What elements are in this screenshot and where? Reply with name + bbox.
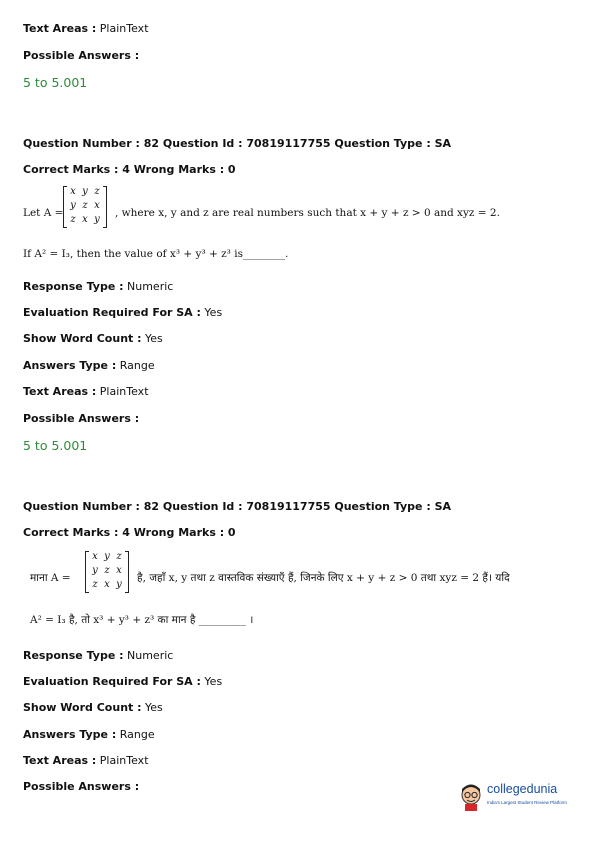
- response-type-value: Numeric: [127, 280, 174, 293]
- matrix-bracket-right: [103, 186, 107, 228]
- possible-answers-label: [23, 49, 139, 63]
- text-areas-value: PlainText: [99, 385, 149, 398]
- text-areas-label: Text Areas :: [23, 22, 97, 35]
- marks-line-text: Correct Marks : 4 Wrong Marks : 0: [23, 163, 236, 176]
- matrix-cell: x: [82, 214, 88, 225]
- text-areas-row: [23, 754, 149, 768]
- answer-value: 5 to 5.001: [23, 75, 88, 90]
- matrix-cell: y: [94, 214, 100, 225]
- text-areas-value: PlainText: [99, 22, 149, 35]
- matrix-cell: z: [70, 214, 76, 225]
- marks-line: [23, 526, 236, 540]
- matrix-cell: y: [92, 565, 98, 576]
- question-prefix: Let A =: [23, 207, 64, 219]
- matrix-bracket-right: [125, 551, 129, 593]
- matrix-cell: x: [70, 186, 76, 197]
- answers-type-label: Answers Type :: [23, 728, 117, 741]
- response-type-label: Response Type :: [23, 649, 124, 662]
- text-areas-row: [23, 385, 149, 399]
- answers-type-value: Range: [119, 359, 155, 372]
- evaluation-label: Evaluation Required For SA :: [23, 675, 201, 688]
- evaluation-value: Yes: [204, 306, 223, 319]
- matrix-a: [63, 186, 107, 228]
- question-text: , where x, y and z are real numbers such that x + y + z > 0 and xyz = 2.: [115, 207, 500, 219]
- answers-type-value: Range: [119, 728, 155, 741]
- question-header: [23, 500, 451, 514]
- matrix-cell: y: [82, 186, 88, 197]
- question-header-text: Question Number : 82 Question Id : 70819117755 Question Type : SA: [23, 500, 452, 513]
- answers-type-row: [23, 359, 155, 373]
- matrix-cell: x: [94, 200, 100, 211]
- question-text-line2: If A² = I₃, then the value of x³ + y³ + z³ is________.: [23, 248, 289, 260]
- answer-value: 5 to 5.001: [23, 438, 88, 453]
- marks-line-text: Correct Marks : 4 Wrong Marks : 0: [23, 526, 236, 539]
- marks-line: [23, 163, 236, 177]
- text-areas-label: Text Areas :: [23, 754, 97, 767]
- word-count-label: Show Word Count :: [23, 701, 142, 714]
- question-text: है, जहाँ x, y तथा z वास्तविक संख्याएँ हैं, जिनके लिए x + y + z > 0 तथा xyz = 2 हैं। यदि: [137, 572, 510, 584]
- matrix-a: [85, 551, 129, 593]
- evaluation-row: [23, 675, 222, 689]
- matrix-cell: y: [70, 200, 76, 211]
- possible-answers-label: [23, 412, 139, 426]
- answers-type-label: Answers Type :: [23, 359, 117, 372]
- matrix-cell: z: [92, 579, 98, 590]
- response-type-row: [23, 280, 173, 294]
- matrix-cell: x: [104, 579, 110, 590]
- mascot-icon: [457, 782, 485, 812]
- word-count-row: [23, 332, 163, 346]
- evaluation-row: [23, 306, 222, 320]
- question-text-line2: A² = I₃ है, तो x³ + y³ + z³ का मान है _________ ।: [30, 614, 254, 626]
- matrix-bracket-left: [85, 551, 89, 593]
- matrix-cell: z: [82, 200, 88, 211]
- text-areas-value: PlainText: [99, 754, 149, 767]
- word-count-value: Yes: [145, 332, 163, 345]
- response-type-row: [23, 649, 173, 663]
- possible-answers-text: Possible Answers :: [23, 412, 140, 425]
- response-type-label: Response Type :: [23, 280, 124, 293]
- matrix-bracket-left: [63, 186, 67, 228]
- matrix-cell: z: [94, 186, 100, 197]
- response-type-value: Numeric: [127, 649, 174, 662]
- matrix-cell: x: [116, 565, 122, 576]
- text-areas-row: [23, 22, 149, 36]
- matrix-cell: x: [92, 551, 98, 562]
- logo-wordmark: collegedunia: [487, 782, 558, 796]
- word-count-value: Yes: [145, 701, 163, 714]
- word-count-label: Show Word Count :: [23, 332, 142, 345]
- question-header: [23, 137, 451, 151]
- matrix-cell: z: [116, 551, 122, 562]
- evaluation-value: Yes: [204, 675, 223, 688]
- question-prefix: माना A =: [30, 572, 71, 584]
- evaluation-label: Evaluation Required For SA :: [23, 306, 201, 319]
- possible-answers-text: Possible Answers :: [23, 49, 140, 62]
- text-areas-label: Text Areas :: [23, 385, 97, 398]
- matrix-cell: y: [104, 551, 110, 562]
- possible-answers-label: [23, 780, 139, 794]
- logo-tagline: India's Largest Student Review Platform: [487, 800, 567, 805]
- matrix-cell: y: [116, 579, 122, 590]
- collegedunia-logo[interactable]: [457, 780, 577, 816]
- word-count-row: [23, 701, 163, 715]
- answers-type-row: [23, 728, 155, 742]
- matrix-cell: z: [104, 565, 110, 576]
- possible-answers-text: Possible Answers :: [23, 780, 140, 793]
- question-header-text: Question Number : 82 Question Id : 70819117755 Question Type : SA: [23, 137, 452, 150]
